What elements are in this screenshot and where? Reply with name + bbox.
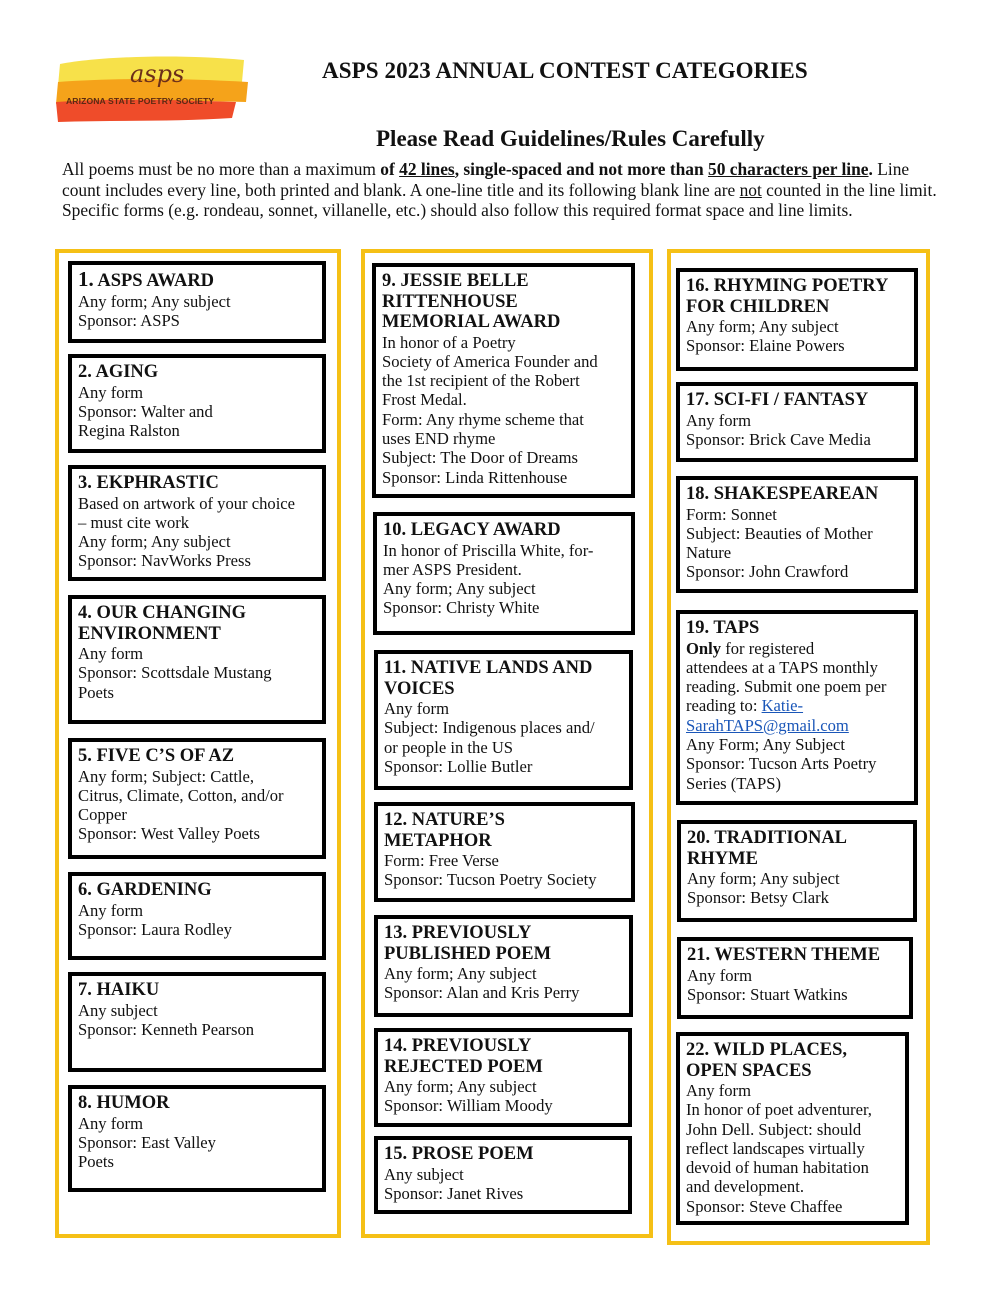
category-card-3: 3. EKPHRASTIC Based on artwork of your choice – must cite work Any form; Any subject Sponsor: NavWorks Press: [68, 465, 326, 581]
category-card-6: 6. GARDENING Any form Sponsor: Laura Rodley: [68, 872, 326, 960]
category-card-12: 12. NATURE’S METAPHOR Form: Free Verse Sponsor: Tucson Poetry Society: [374, 802, 635, 902]
email-link-continued[interactable]: SarahTAPS@gmail.com: [686, 715, 849, 735]
asps-logo: [52, 52, 252, 130]
logo-mark: asps: [130, 60, 185, 88]
category-card-15: 15. PROSE POEM Any subject Sponsor: Janet Rives: [374, 1136, 632, 1214]
category-card-20: 20. TRADITIONAL RHYME Any form; Any subject Sponsor: Betsy Clark: [677, 820, 917, 922]
page-title: ASPS 2023 ANNUAL CONTEST CATEGORIES: [322, 58, 808, 83]
logo-name: ARIZONA STATE POETRY SOCIETY: [66, 96, 215, 106]
category-card-4: 4. OUR CHANGING ENVIRONMENT Any form Sponsor: Scottsdale Mustang Poets: [68, 595, 326, 724]
category-card-21: 21. WESTERN THEME Any form Sponsor: Stuart Watkins: [677, 937, 913, 1019]
category-card-8: 8. HUMOR Any form Sponsor: East Valley Poets: [68, 1085, 326, 1192]
category-card-14: 14. PREVIOUSLY REJECTED POEM Any form; Any subject Sponsor: William Moody: [374, 1028, 632, 1127]
email-link[interactable]: Katie-: [761, 696, 804, 716]
category-card-19: 19. TAPS Only for registered attendees at a TAPS monthly reading. Submit one poem per reading to: Katie- SarahTAPS@gmail.com Any Form; Any Subject Sponsor: Tucson Arts Poetry Series (TAPS): [676, 610, 918, 805]
guidelines-paragraph: All poems must be no more than a maximum of 42 lines, single-spaced and not more than 50 characters per line. Line count includes every line, both printed and blank. A one-line title and its following blank line are not counted in the line limit. Specific forms (e.g. rondeau, sonnet, villanelle, etc.) should also follow this required format space and line limits.: [62, 159, 937, 221]
page-subtitle: Please Read Guidelines/Rules Carefully: [376, 126, 765, 151]
category-card-22: 22. WILD PLACES, OPEN SPACES Any form In honor of poet adventurer, John Dell. Subject: should reflect landscapes virtually devoid of human habitation and development. Sponsor: Steve Chaffee: [676, 1032, 909, 1225]
category-card-9: 9. JESSIE BELLE RITTENHOUSE MEMORIAL AWARD In honor of a Poetry Society of America Founder and the 1st recipient of the Robert Frost Medal. Form: Any rhyme scheme that uses END rhyme Subject: The Door of Dreams Sponsor: Linda Rittenhouse: [372, 263, 635, 498]
category-card-2: 2. AGING Any form Sponsor: Walter and Regina Ralston: [68, 354, 326, 453]
category-card-1: 1. ASPS AWARD Any form; Any subject Sponsor: ASPS: [68, 261, 326, 343]
category-card-18: 18. SHAKESPEAREAN Form: Sonnet Subject: Beauties of Mother Nature Sponsor: John Crawford: [676, 476, 918, 593]
category-card-17: 17. SCI-FI / FANTASY Any form Sponsor: Brick Cave Media: [676, 382, 918, 462]
category-card-11: 11. NATIVE LANDS AND VOICES Any form Subject: Indigenous places and/ or people in the US Sponsor: Lollie Butler: [374, 650, 633, 790]
category-card-5: 5. FIVE C’S OF AZ Any form; Subject: Cattle, Citrus, Climate, Cotton, and/or Copper Sponsor: West Valley Poets: [68, 738, 326, 859]
category-card-13: 13. PREVIOUSLY PUBLISHED POEM Any form; Any subject Sponsor: Alan and Kris Perry: [374, 915, 633, 1017]
category-card-10: 10. LEGACY AWARD In honor of Priscilla White, for- mer ASPS President. Any form; Any subject Sponsor: Christy White: [373, 512, 635, 635]
category-card-7: 7. HAIKU Any subject Sponsor: Kenneth Pearson: [68, 972, 326, 1072]
category-card-16: 16. RHYMING POETRY FOR CHILDREN Any form; Any subject Sponsor: Elaine Powers: [676, 268, 918, 371]
